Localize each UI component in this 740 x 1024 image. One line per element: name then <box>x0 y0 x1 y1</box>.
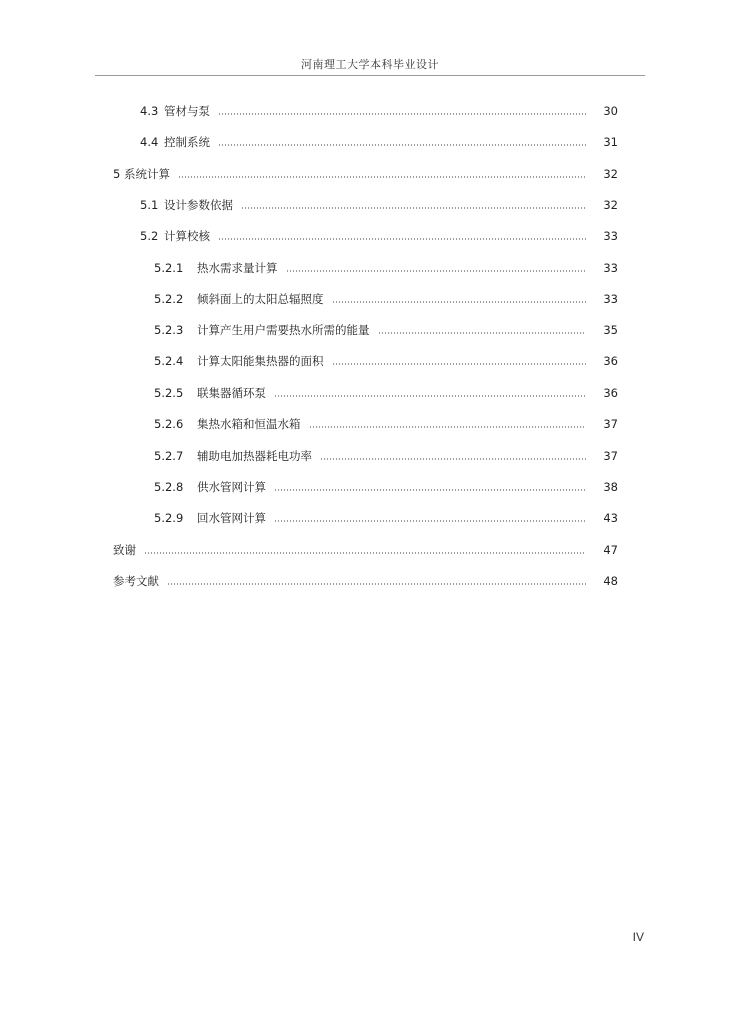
toc-leader-dots <box>218 238 586 240</box>
page-header-title: 河南理工大学本科毕业设计 <box>301 58 439 71</box>
toc-entry-page: 43 <box>603 511 618 525</box>
toc-leader-dots <box>218 144 586 146</box>
toc-entry-number: 5.1 <box>140 198 159 212</box>
toc-entry[interactable] <box>154 291 618 307</box>
toc-leader-dots <box>167 583 586 585</box>
toc-entry[interactable] <box>140 103 618 119</box>
toc-entry-page: 38 <box>603 480 618 494</box>
page-number: IV <box>632 930 644 944</box>
toc-leader-dots <box>178 176 586 178</box>
toc-entry-title: 致谢 <box>113 543 136 557</box>
toc-entry-number: 5.2.9 <box>154 511 184 525</box>
toc-entry-page: 36 <box>603 354 618 368</box>
toc-entry-page: 32 <box>603 198 618 212</box>
toc-entry-number: 5.2.7 <box>154 449 184 463</box>
toc-entry-number: 5.2.6 <box>154 417 184 431</box>
toc-entry[interactable] <box>154 479 618 495</box>
toc-entry[interactable] <box>140 197 618 213</box>
toc-entry-title: 辅助电加热器耗电功率 <box>197 449 312 463</box>
toc-entry[interactable] <box>113 542 618 558</box>
toc-entry[interactable] <box>154 385 618 401</box>
toc-entry-page: 47 <box>603 543 618 557</box>
toc-entry-title: 参考文献 <box>113 574 159 588</box>
toc-leader-dots <box>274 520 586 522</box>
toc-entry[interactable] <box>154 260 618 276</box>
toc-entry-title: 热水需求量计算 <box>197 261 278 275</box>
toc-leader-dots <box>274 489 586 491</box>
toc-entry-title: 系统计算 <box>124 167 170 181</box>
toc-entry[interactable] <box>154 510 618 526</box>
toc-leader-dots <box>332 363 587 365</box>
toc-entry-page: 36 <box>603 386 618 400</box>
toc-entry-page: 31 <box>603 135 618 149</box>
toc-entry-page: 35 <box>603 323 618 337</box>
toc-leader-dots <box>144 552 586 554</box>
toc-entry[interactable] <box>154 353 618 369</box>
toc-leader-dots <box>218 113 586 115</box>
toc-entry-number: 5.2 <box>140 229 159 243</box>
toc-entry-number: 5 <box>113 167 121 181</box>
toc-entry-title: 计算产生用户需要热水所需的能量 <box>197 323 370 337</box>
toc-entry-title: 回水管网计算 <box>197 511 266 525</box>
toc-entry-page: 33 <box>603 261 618 275</box>
toc-entry-page: 32 <box>603 167 618 181</box>
toc-entry[interactable] <box>154 322 618 338</box>
toc-entry-page: 48 <box>603 574 618 588</box>
toc-entry[interactable] <box>113 573 618 589</box>
toc-entry-title: 联集器循环泵 <box>197 386 266 400</box>
toc-entry-page: 33 <box>603 229 618 243</box>
toc-entry-number: 5.2.4 <box>154 354 184 368</box>
toc-entry-title: 管材与泵 <box>164 104 210 118</box>
toc-entry-number: 5.2.8 <box>154 480 184 494</box>
toc-entry-title: 控制系统 <box>164 135 210 149</box>
toc-entry-number: 4.3 <box>140 104 159 118</box>
toc-leader-dots <box>286 270 587 272</box>
toc-entry-title: 计算太阳能集热器的面积 <box>197 354 324 368</box>
toc-entry[interactable] <box>140 134 618 150</box>
toc-entry-number: 5.2.1 <box>154 261 184 275</box>
toc-entry-title: 供水管网计算 <box>197 480 266 494</box>
toc-entry-title: 设计参数依据 <box>164 198 233 212</box>
toc-leader-dots <box>309 426 587 428</box>
toc-leader-dots <box>332 301 587 303</box>
toc-entry[interactable] <box>154 448 618 464</box>
toc-entry-number: 5.2.5 <box>154 386 184 400</box>
toc-entry-page: 37 <box>603 417 618 431</box>
toc-entry[interactable] <box>154 416 618 432</box>
toc-entry-number: 4.4 <box>140 135 159 149</box>
toc-entry-page: 30 <box>603 104 618 118</box>
toc-entry-number: 5.2.3 <box>154 323 184 337</box>
toc-entry[interactable] <box>140 228 618 244</box>
toc-entry[interactable] <box>113 166 618 182</box>
toc-entry-page: 37 <box>603 449 618 463</box>
toc-entry-title: 集热水箱和恒温水箱 <box>197 417 301 431</box>
toc-leader-dots <box>320 458 586 460</box>
toc-entry-title: 计算校核 <box>164 229 210 243</box>
toc-entry-title: 倾斜面上的太阳总辐照度 <box>197 292 324 306</box>
toc-leader-dots <box>274 395 586 397</box>
toc-entry-page: 33 <box>603 292 618 306</box>
toc-entry-number: 5.2.2 <box>154 292 184 306</box>
toc-leader-dots <box>378 332 587 334</box>
toc-leader-dots <box>241 207 586 209</box>
